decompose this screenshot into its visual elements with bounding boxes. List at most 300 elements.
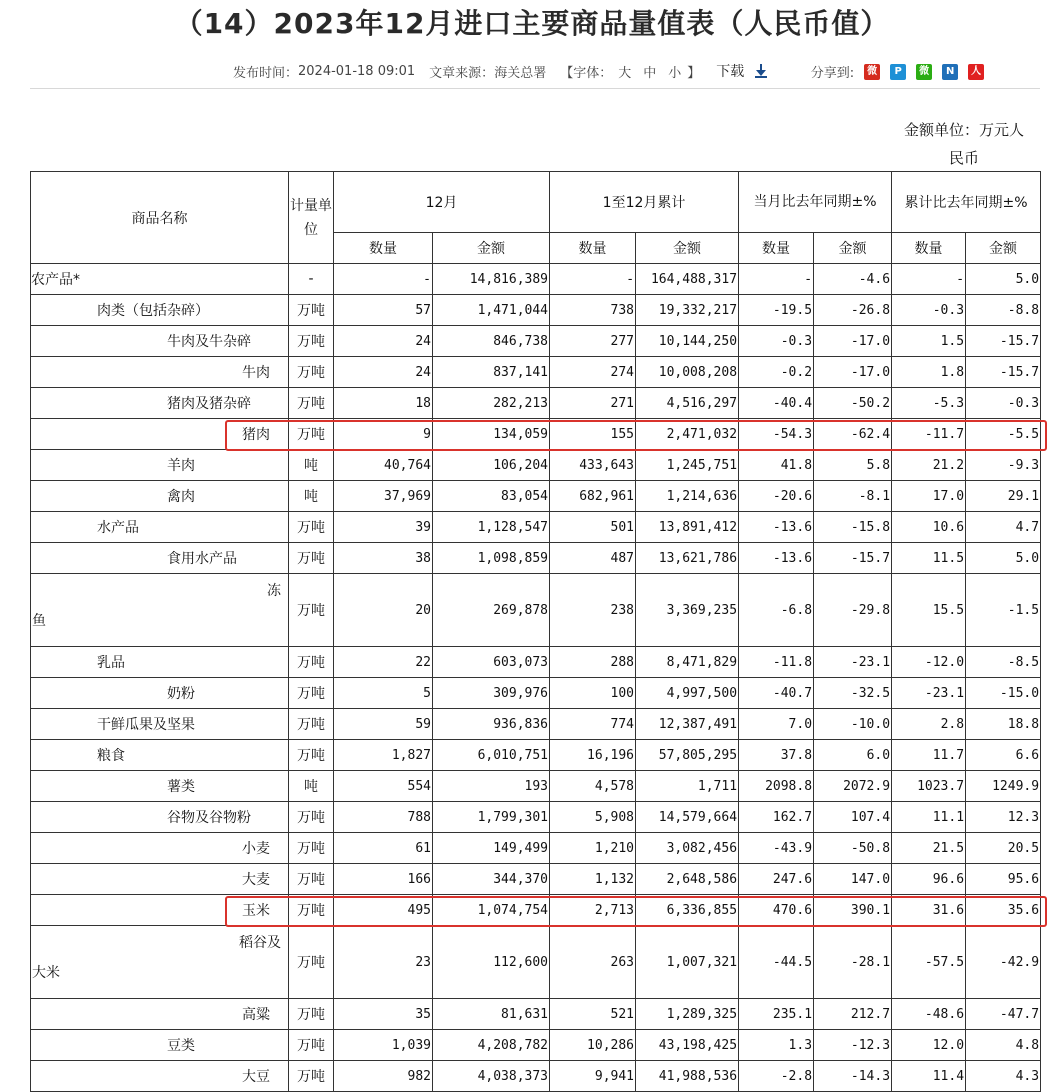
value-cell: 4,997,500 bbox=[636, 678, 739, 709]
unit-cell: 吨 bbox=[289, 771, 334, 802]
value-cell: 10.6 bbox=[892, 512, 966, 543]
value-cell: 14,816,389 bbox=[433, 264, 550, 295]
value-cell: 18.8 bbox=[966, 709, 1041, 740]
value-cell: 96.6 bbox=[892, 864, 966, 895]
value-cell: 501 bbox=[550, 512, 636, 543]
unit-cell: 万吨 bbox=[289, 543, 334, 574]
download-label: 下载 bbox=[716, 64, 745, 80]
unit-cell: 万吨 bbox=[289, 295, 334, 326]
commodity-name-line1: 稻谷及 bbox=[239, 935, 281, 951]
value-cell: -32.5 bbox=[814, 678, 892, 709]
commodity-name: 干鲜瓜果及坚果 bbox=[31, 709, 289, 740]
value-cell: 15.5 bbox=[892, 574, 966, 647]
value-cell: 235.1 bbox=[739, 999, 814, 1030]
unit-cell: 万吨 bbox=[289, 574, 334, 647]
table-row bbox=[31, 574, 1041, 647]
value-cell: 14,579,664 bbox=[636, 802, 739, 833]
value-cell: 21.5 bbox=[892, 833, 966, 864]
commodity-name: 奶粉 bbox=[31, 678, 289, 709]
value-cell: -42.9 bbox=[966, 926, 1041, 999]
value-cell: -0.3 bbox=[739, 326, 814, 357]
value-cell: 41.8 bbox=[739, 450, 814, 481]
unit-cell: 万吨 bbox=[289, 357, 334, 388]
commodity-name: 猪肉 bbox=[31, 419, 289, 450]
commodity-name: 高粱 bbox=[31, 999, 289, 1030]
value-cell: -15.8 bbox=[814, 512, 892, 543]
table-row bbox=[31, 802, 1041, 833]
value-cell: -5.3 bbox=[892, 388, 966, 419]
table-row bbox=[31, 450, 1041, 481]
header-month: 12月 bbox=[334, 172, 550, 233]
value-cell: -8.5 bbox=[966, 647, 1041, 678]
value-cell: -9.3 bbox=[966, 450, 1041, 481]
value-cell: 57,805,295 bbox=[636, 740, 739, 771]
value-cell: 59 bbox=[334, 709, 433, 740]
value-cell: - bbox=[892, 264, 966, 295]
value-cell: 238 bbox=[550, 574, 636, 647]
value-cell: 5.0 bbox=[966, 543, 1041, 574]
value-cell: 5.8 bbox=[814, 450, 892, 481]
value-cell: 936,836 bbox=[433, 709, 550, 740]
value-cell: -44.5 bbox=[739, 926, 814, 999]
value-cell: -50.2 bbox=[814, 388, 892, 419]
commodity-name bbox=[31, 926, 289, 999]
table-row bbox=[31, 419, 1041, 450]
subheader-cumulative-qty: 数量 bbox=[550, 233, 636, 264]
unit-cell: 吨 bbox=[289, 481, 334, 512]
value-cell: 212.7 bbox=[814, 999, 892, 1030]
unit-cell: 万吨 bbox=[289, 709, 334, 740]
commodity-name: 水产品 bbox=[31, 512, 289, 543]
page-title: （14）2023年12月进口主要商品量值表（人民币值） bbox=[174, 7, 890, 40]
value-cell: 433,643 bbox=[550, 450, 636, 481]
commodity-name: 农产品* bbox=[31, 264, 289, 295]
value-cell: 288 bbox=[550, 647, 636, 678]
value-cell: 107.4 bbox=[814, 802, 892, 833]
value-cell: 24 bbox=[334, 326, 433, 357]
value-cell: 309,976 bbox=[433, 678, 550, 709]
value-cell: 24 bbox=[334, 357, 433, 388]
commodity-name: 谷物及谷物粉 bbox=[31, 802, 289, 833]
subheader-month-amount: 金额 bbox=[433, 233, 550, 264]
unit-cell: 万吨 bbox=[289, 833, 334, 864]
value-cell: 390.1 bbox=[814, 895, 892, 926]
value-cell: 837,141 bbox=[433, 357, 550, 388]
value-cell: -12.3 bbox=[814, 1030, 892, 1061]
value-cell: -62.4 bbox=[814, 419, 892, 450]
unit-cell: 吨 bbox=[289, 450, 334, 481]
value-cell: 95.6 bbox=[966, 864, 1041, 895]
value-cell: - bbox=[739, 264, 814, 295]
value-cell: 1,799,301 bbox=[433, 802, 550, 833]
value-cell: -0.2 bbox=[739, 357, 814, 388]
table-row bbox=[31, 543, 1041, 574]
unit-cell: 万吨 bbox=[289, 678, 334, 709]
renren-share-icon[interactable]: N bbox=[942, 64, 958, 80]
value-cell: 162.7 bbox=[739, 802, 814, 833]
unit-cell: 万吨 bbox=[289, 647, 334, 678]
value-cell: 6,010,751 bbox=[433, 740, 550, 771]
value-cell: -15.7 bbox=[966, 326, 1041, 357]
value-cell: -13.6 bbox=[739, 543, 814, 574]
commodity-name: 小麦 bbox=[31, 833, 289, 864]
value-cell: 5.0 bbox=[966, 264, 1041, 295]
value-cell: 274 bbox=[550, 357, 636, 388]
header-cumulative: 1至12月累计 bbox=[550, 172, 739, 233]
value-cell: 1249.9 bbox=[966, 771, 1041, 802]
value-cell: -29.8 bbox=[814, 574, 892, 647]
unit-note-line2: 民币 bbox=[948, 149, 979, 167]
value-cell: 16,196 bbox=[550, 740, 636, 771]
value-cell: -8.1 bbox=[814, 481, 892, 512]
value-cell: 11.1 bbox=[892, 802, 966, 833]
commodity-name: 大麦 bbox=[31, 864, 289, 895]
value-cell: 4,038,373 bbox=[433, 1061, 550, 1092]
value-cell: 1,289,325 bbox=[636, 999, 739, 1030]
value-cell: -17.0 bbox=[814, 326, 892, 357]
value-cell: 1,471,044 bbox=[433, 295, 550, 326]
value-cell: 1,210 bbox=[550, 833, 636, 864]
value-cell: 9,941 bbox=[550, 1061, 636, 1092]
value-cell: 1.5 bbox=[892, 326, 966, 357]
value-cell: 11.5 bbox=[892, 543, 966, 574]
table-row bbox=[31, 388, 1041, 419]
value-cell: 1,074,754 bbox=[433, 895, 550, 926]
value-cell: 35.6 bbox=[966, 895, 1041, 926]
header-unit: 计量单位 bbox=[289, 172, 334, 264]
value-cell: 487 bbox=[550, 543, 636, 574]
people-share-icon[interactable]: 人 bbox=[968, 64, 984, 80]
value-cell: 40,764 bbox=[334, 450, 433, 481]
value-cell: 149,499 bbox=[433, 833, 550, 864]
value-cell: 269,878 bbox=[433, 574, 550, 647]
unit-cell: 万吨 bbox=[289, 1030, 334, 1061]
table-row bbox=[31, 1061, 1041, 1092]
commodity-name: 薯类 bbox=[31, 771, 289, 802]
value-cell: 247.6 bbox=[739, 864, 814, 895]
value-cell: 12.3 bbox=[966, 802, 1041, 833]
value-cell: 982 bbox=[334, 1061, 433, 1092]
wechat-share-icon[interactable]: 微 bbox=[916, 64, 932, 80]
value-cell: 155 bbox=[550, 419, 636, 450]
subheader-cum-yoy-amount: 金额 bbox=[966, 233, 1041, 264]
commodity-name: 禽肉 bbox=[31, 481, 289, 512]
value-cell: -47.7 bbox=[966, 999, 1041, 1030]
value-cell: 18 bbox=[334, 388, 433, 419]
value-cell: -15.7 bbox=[814, 543, 892, 574]
value-cell: 112,600 bbox=[433, 926, 550, 999]
value-cell: 8,471,829 bbox=[636, 647, 739, 678]
unit-note-line1: 金额单位：万元人 bbox=[903, 121, 1024, 139]
value-cell: 1,039 bbox=[334, 1030, 433, 1061]
header-month-yoy: 当月比去年同期±% bbox=[739, 172, 892, 233]
table-row bbox=[31, 709, 1041, 740]
value-cell: -40.4 bbox=[739, 388, 814, 419]
value-cell: -0.3 bbox=[966, 388, 1041, 419]
font-size-label-open: 【字体： bbox=[560, 65, 613, 81]
value-cell: -15.7 bbox=[966, 357, 1041, 388]
unit-cell: 万吨 bbox=[289, 802, 334, 833]
unit-cell: 万吨 bbox=[289, 740, 334, 771]
import-commodity-table bbox=[30, 171, 1041, 1092]
commodity-name: 玉米 bbox=[31, 895, 289, 926]
subheader-cum-yoy-qty: 数量 bbox=[892, 233, 966, 264]
value-cell: -23.1 bbox=[814, 647, 892, 678]
value-cell: 1,245,751 bbox=[636, 450, 739, 481]
value-cell: 1023.7 bbox=[892, 771, 966, 802]
value-cell: 6.6 bbox=[966, 740, 1041, 771]
value-cell: -19.5 bbox=[739, 295, 814, 326]
commodity-name: 牛肉及牛杂碎 bbox=[31, 326, 289, 357]
value-cell: 43,198,425 bbox=[636, 1030, 739, 1061]
value-cell: 344,370 bbox=[433, 864, 550, 895]
value-cell: 12.0 bbox=[892, 1030, 966, 1061]
value-cell: 13,891,412 bbox=[636, 512, 739, 543]
value-cell: 10,008,208 bbox=[636, 357, 739, 388]
table-row bbox=[31, 864, 1041, 895]
commodity-name: 粮食 bbox=[31, 740, 289, 771]
value-cell: 282,213 bbox=[433, 388, 550, 419]
value-cell: 271 bbox=[550, 388, 636, 419]
value-cell: 11.7 bbox=[892, 740, 966, 771]
value-cell: -57.5 bbox=[892, 926, 966, 999]
unit-cell: 万吨 bbox=[289, 388, 334, 419]
source-value: 海关总署 bbox=[494, 65, 547, 81]
unit-cell: 万吨 bbox=[289, 895, 334, 926]
table-row bbox=[31, 833, 1041, 864]
value-cell: 22 bbox=[334, 647, 433, 678]
source-label: 文章来源： bbox=[429, 65, 495, 81]
value-cell: -15.0 bbox=[966, 678, 1041, 709]
value-cell: 4.8 bbox=[966, 1030, 1041, 1061]
value-cell: 2072.9 bbox=[814, 771, 892, 802]
download-arrow-icon bbox=[755, 64, 767, 78]
value-cell: -0.3 bbox=[892, 295, 966, 326]
value-cell: 7.0 bbox=[739, 709, 814, 740]
header-divider bbox=[30, 88, 1040, 89]
value-cell: 1.3 bbox=[739, 1030, 814, 1061]
table-row bbox=[31, 512, 1041, 543]
table-row bbox=[31, 771, 1041, 802]
font-size-medium-link[interactable]: 中 bbox=[643, 65, 657, 81]
value-cell: 10,144,250 bbox=[636, 326, 739, 357]
value-cell: 521 bbox=[550, 999, 636, 1030]
table-row bbox=[31, 926, 1041, 999]
commodity-name: 牛肉 bbox=[31, 357, 289, 388]
value-cell: -6.8 bbox=[739, 574, 814, 647]
commodity-name: 羊肉 bbox=[31, 450, 289, 481]
value-cell: 2098.8 bbox=[739, 771, 814, 802]
value-cell: -4.6 bbox=[814, 264, 892, 295]
commodity-name: 肉类（包括杂碎） bbox=[31, 295, 289, 326]
value-cell: -5.5 bbox=[966, 419, 1041, 450]
value-cell: 21.2 bbox=[892, 450, 966, 481]
commodity-name: 乳品 bbox=[31, 647, 289, 678]
value-cell: 19,332,217 bbox=[636, 295, 739, 326]
commodity-name: 食用水产品 bbox=[31, 543, 289, 574]
value-cell: 2.8 bbox=[892, 709, 966, 740]
font-size-large-link[interactable]: 大 bbox=[618, 65, 632, 81]
value-cell: 1,827 bbox=[334, 740, 433, 771]
unit-cell: 万吨 bbox=[289, 326, 334, 357]
value-cell: 38 bbox=[334, 543, 433, 574]
value-cell: 6.0 bbox=[814, 740, 892, 771]
value-cell: 263 bbox=[550, 926, 636, 999]
value-cell: -23.1 bbox=[892, 678, 966, 709]
weibo-share-icon[interactable]: 微 bbox=[864, 64, 880, 80]
value-cell: 4,578 bbox=[550, 771, 636, 802]
value-cell: 5,908 bbox=[550, 802, 636, 833]
value-cell: 12,387,491 bbox=[636, 709, 739, 740]
table-row bbox=[31, 647, 1041, 678]
value-cell: 1,128,547 bbox=[433, 512, 550, 543]
value-cell: 2,648,586 bbox=[636, 864, 739, 895]
commodity-name: 猪肉及猪杂碎 bbox=[31, 388, 289, 419]
commodity-name: 大豆 bbox=[31, 1061, 289, 1092]
value-cell: -11.7 bbox=[892, 419, 966, 450]
value-cell: 41,988,536 bbox=[636, 1061, 739, 1092]
value-cell: 1,214,636 bbox=[636, 481, 739, 512]
header-cum-yoy: 累计比去年同期±% bbox=[892, 172, 1041, 233]
value-cell: -11.8 bbox=[739, 647, 814, 678]
table-row bbox=[31, 740, 1041, 771]
value-cell: 9 bbox=[334, 419, 433, 450]
table-row bbox=[31, 264, 1041, 295]
value-cell: -40.7 bbox=[739, 678, 814, 709]
value-cell: 164,488,317 bbox=[636, 264, 739, 295]
unit-cell: 万吨 bbox=[289, 512, 334, 543]
value-cell: 1,132 bbox=[550, 864, 636, 895]
commodity-name-line2: 大米 bbox=[32, 965, 60, 981]
value-cell: 134,059 bbox=[433, 419, 550, 450]
unit-cell: 万吨 bbox=[289, 926, 334, 999]
commodity-name-line2: 鱼 bbox=[32, 613, 46, 629]
value-cell: 106,204 bbox=[433, 450, 550, 481]
value-cell: 1,711 bbox=[636, 771, 739, 802]
publish-time: 2024-01-18 09:01 bbox=[298, 63, 416, 79]
download-link[interactable] bbox=[716, 61, 766, 81]
unit-note bbox=[884, 116, 1044, 172]
value-cell: -2.8 bbox=[739, 1061, 814, 1092]
unit-cell: 万吨 bbox=[289, 864, 334, 895]
value-cell: 554 bbox=[334, 771, 433, 802]
header-name: 商品名称 bbox=[31, 172, 289, 264]
value-cell: 193 bbox=[433, 771, 550, 802]
value-cell: 682,961 bbox=[550, 481, 636, 512]
value-cell: 4,516,297 bbox=[636, 388, 739, 419]
value-cell: 4.7 bbox=[966, 512, 1041, 543]
value-cell: 1,007,321 bbox=[636, 926, 739, 999]
commodity-name: 豆类 bbox=[31, 1030, 289, 1061]
value-cell: -50.8 bbox=[814, 833, 892, 864]
value-cell: 20 bbox=[334, 574, 433, 647]
table-row bbox=[31, 481, 1041, 512]
value-cell: 61 bbox=[334, 833, 433, 864]
value-cell: 57 bbox=[334, 295, 433, 326]
value-cell: -1.5 bbox=[966, 574, 1041, 647]
value-cell: 277 bbox=[550, 326, 636, 357]
value-cell: -10.0 bbox=[814, 709, 892, 740]
value-cell: 774 bbox=[550, 709, 636, 740]
value-cell: 29.1 bbox=[966, 481, 1041, 512]
value-cell: -17.0 bbox=[814, 357, 892, 388]
value-cell: -28.1 bbox=[814, 926, 892, 999]
unit-cell: 万吨 bbox=[289, 419, 334, 450]
article-meta bbox=[233, 60, 984, 82]
table-row bbox=[31, 326, 1041, 357]
table-row bbox=[31, 678, 1041, 709]
value-cell: 147.0 bbox=[814, 864, 892, 895]
value-cell: 81,631 bbox=[433, 999, 550, 1030]
value-cell: -14.3 bbox=[814, 1061, 892, 1092]
commodity-name bbox=[31, 574, 289, 647]
unit-cell: 万吨 bbox=[289, 1061, 334, 1092]
subheader-month-yoy-amount: 金额 bbox=[814, 233, 892, 264]
value-cell: -48.6 bbox=[892, 999, 966, 1030]
value-cell: 5 bbox=[334, 678, 433, 709]
value-cell: 31.6 bbox=[892, 895, 966, 926]
share-label: 分享到: bbox=[810, 65, 855, 81]
value-cell: -8.8 bbox=[966, 295, 1041, 326]
unit-cell: - bbox=[289, 264, 334, 295]
value-cell: 11.4 bbox=[892, 1061, 966, 1092]
value-cell: 6,336,855 bbox=[636, 895, 739, 926]
value-cell: 1,098,859 bbox=[433, 543, 550, 574]
value-cell: -54.3 bbox=[739, 419, 814, 450]
value-cell: 788 bbox=[334, 802, 433, 833]
subheader-month-qty: 数量 bbox=[334, 233, 433, 264]
share-icons bbox=[854, 63, 984, 80]
subheader-month-yoy-qty: 数量 bbox=[739, 233, 814, 264]
value-cell: 10,286 bbox=[550, 1030, 636, 1061]
value-cell: 37,969 bbox=[334, 481, 433, 512]
subheader-cumulative-amount: 金额 bbox=[636, 233, 739, 264]
value-cell: -13.6 bbox=[739, 512, 814, 543]
value-cell: 100 bbox=[550, 678, 636, 709]
value-cell: 39 bbox=[334, 512, 433, 543]
value-cell: 846,738 bbox=[433, 326, 550, 357]
value-cell: -43.9 bbox=[739, 833, 814, 864]
value-cell: 2,713 bbox=[550, 895, 636, 926]
value-cell: 3,082,456 bbox=[636, 833, 739, 864]
value-cell: 23 bbox=[334, 926, 433, 999]
value-cell: 470.6 bbox=[739, 895, 814, 926]
value-cell: 4,208,782 bbox=[433, 1030, 550, 1061]
value-cell: 1.8 bbox=[892, 357, 966, 388]
table-row bbox=[31, 895, 1041, 926]
commodity-name-line1: 冻 bbox=[267, 583, 281, 599]
qzone-share-icon[interactable]: P bbox=[890, 64, 906, 80]
table-row bbox=[31, 999, 1041, 1030]
value-cell: -12.0 bbox=[892, 647, 966, 678]
unit-cell: 万吨 bbox=[289, 999, 334, 1030]
table-row bbox=[31, 1030, 1041, 1061]
value-cell: 13,621,786 bbox=[636, 543, 739, 574]
publish-label: 发布时间： bbox=[233, 65, 299, 81]
value-cell: 2,471,032 bbox=[636, 419, 739, 450]
value-cell: 495 bbox=[334, 895, 433, 926]
value-cell: - bbox=[550, 264, 636, 295]
value-cell: - bbox=[334, 264, 433, 295]
table-row bbox=[31, 357, 1041, 388]
font-size-small-link[interactable]: 小 bbox=[668, 65, 682, 81]
value-cell: 20.5 bbox=[966, 833, 1041, 864]
value-cell: -26.8 bbox=[814, 295, 892, 326]
value-cell: 3,369,235 bbox=[636, 574, 739, 647]
value-cell: 603,073 bbox=[433, 647, 550, 678]
value-cell: 35 bbox=[334, 999, 433, 1030]
value-cell: 37.8 bbox=[739, 740, 814, 771]
